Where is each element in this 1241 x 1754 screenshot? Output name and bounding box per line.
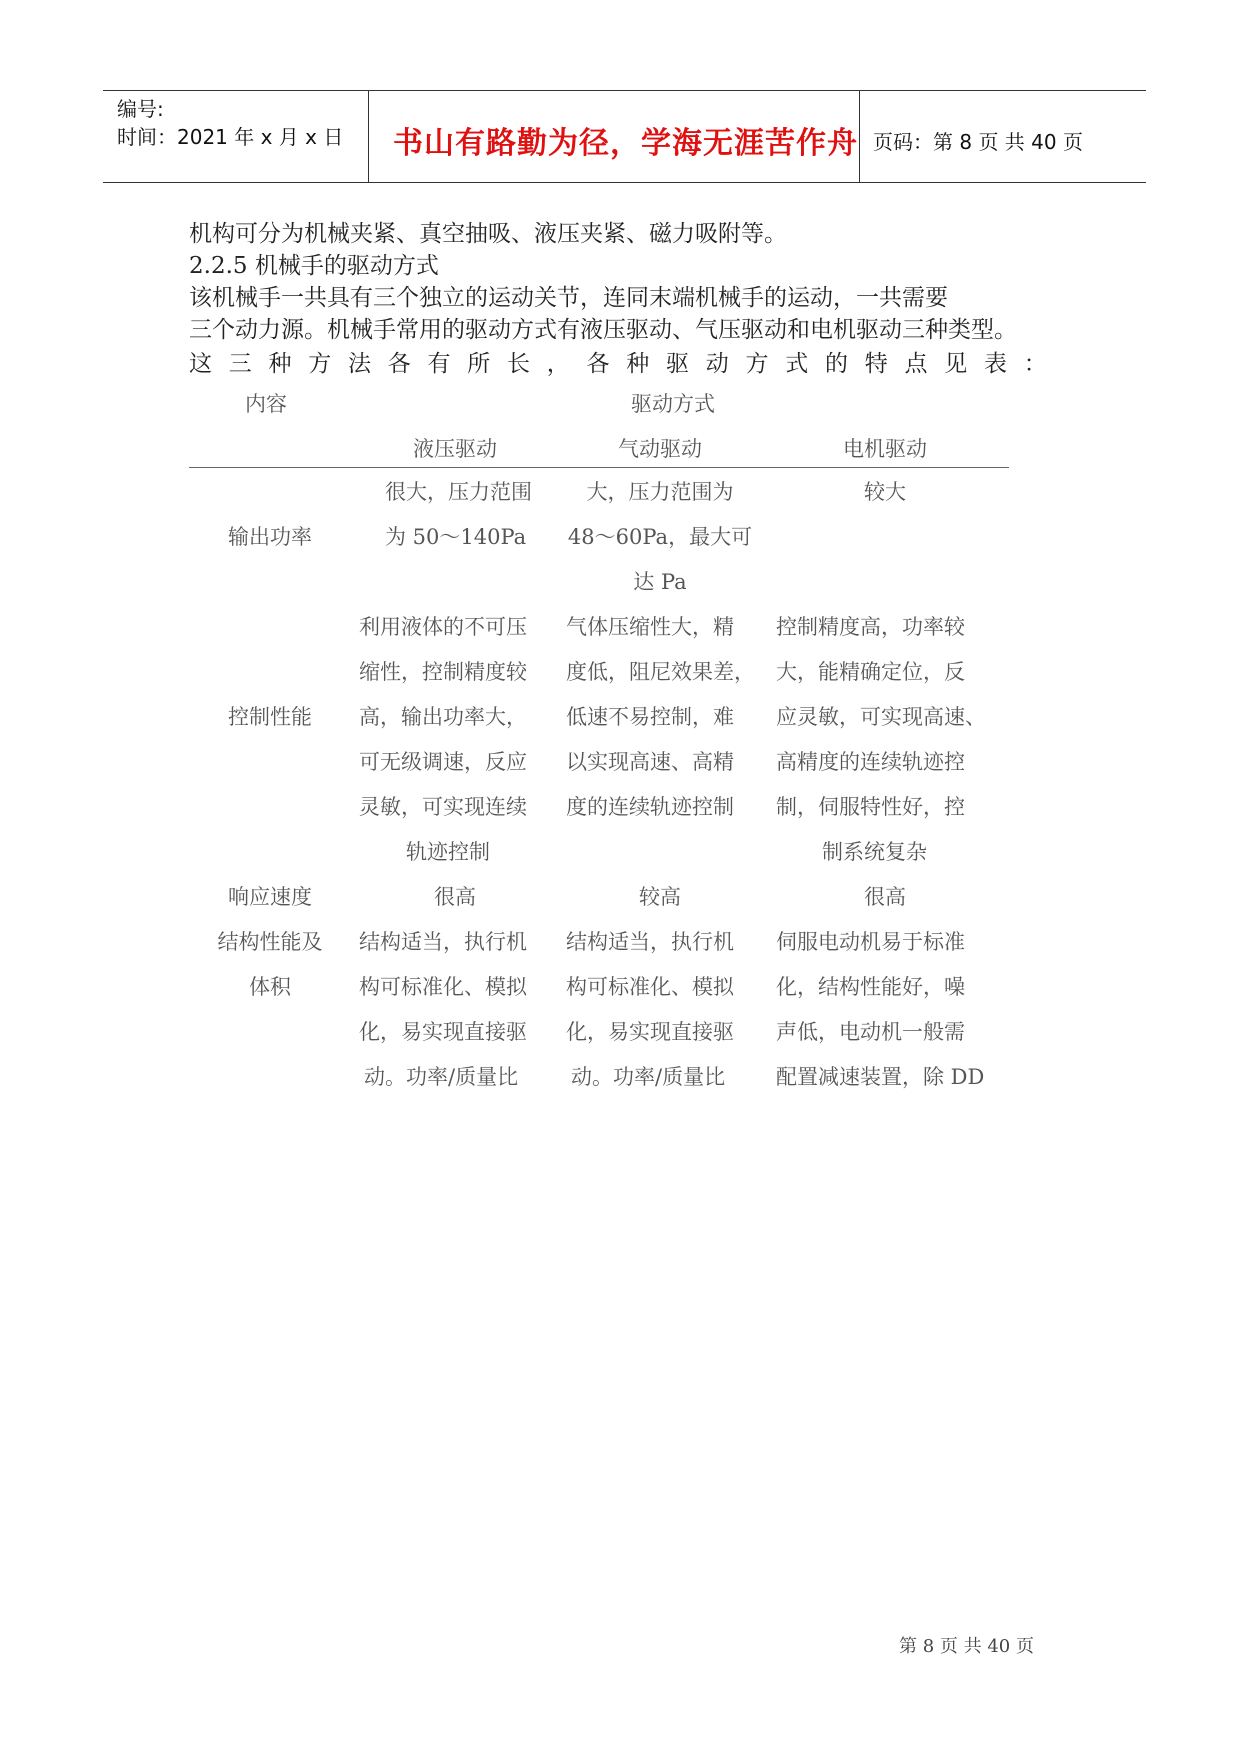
row-label-structure: 结构性能及 体积 [217, 930, 323, 999]
cell-response-hydraulic: 很高 [434, 885, 476, 909]
cell-control-electric: 控制精度高，功率较 大，能精确定位，反 应灵敏，可实现高速、 高精度的连续轨迹控 制，伺服特性好，控 制系统复杂 [776, 615, 986, 864]
cell-output-power-hydraulic: 很大，压力范围 为 50～140Pa [385, 480, 532, 549]
cell-output-power-electric: 较大 [864, 480, 906, 504]
row-label-control-performance: 控制性能 [228, 705, 312, 729]
body-line-5: 这 三 种 方 法 各 有 所 长 ， 各 种 驱 动 方 式 的 特 点 见 表 ： [189, 351, 1047, 377]
cell-control-pneumatic: 气体压缩性大，精 度低，阻尼效果差， 低速不易控制，难 以实现高速、高精 度的连续轨迹控制 [566, 615, 755, 819]
column-header-hydraulic: 液压驱动 [413, 437, 497, 461]
section-title: 2.2.5 机械手的驱动方式 [189, 253, 439, 279]
body-line-1: 机构可分为机械夹紧、真空抽吸、液压夹紧、磁力吸附等。 [189, 221, 787, 247]
time-label: 时间：2021 年 x 月 x 日 [117, 125, 344, 149]
row-label-output-power: 输出功率 [228, 525, 312, 549]
cell-response-electric: 很高 [864, 885, 906, 909]
cell-response-pneumatic: 较高 [639, 885, 681, 909]
page-number-label: 页码：第 8 页 共 40 页 [873, 130, 1083, 154]
table-header-content: 内容 [245, 392, 287, 416]
cell-structure-pneumatic: 结构适当，执行机 构可标准化、模拟 化，易实现直接驱 动。功率/质量比 [566, 930, 734, 1089]
motto-text: 书山有路勤为径，学海无涯苦作舟 [393, 126, 858, 161]
table-header-group: 驱动方式 [631, 392, 715, 416]
header-divider-right [859, 90, 860, 183]
row-label-response-speed: 响应速度 [228, 885, 312, 909]
column-header-electric: 电机驱动 [843, 437, 927, 461]
cell-control-hydraulic: 利用液体的不可压 缩性，控制精度较 高，输出功率大， 可无级调速，反应 灵敏，可实现连续 轨迹控制 [359, 615, 527, 864]
header-bottom-rule [103, 182, 1146, 183]
cell-output-power-pneumatic: 大，压力范围为 48～60Pa，最大可 达 Pa [567, 480, 753, 594]
body-line-3: 该机械手一共具有三个独立的运动关节，连同末端机械手的运动，一共需要 [189, 285, 948, 311]
table-header-rule [189, 467, 1009, 468]
column-header-pneumatic: 气动驱动 [618, 437, 702, 461]
header-top-rule [103, 90, 1146, 91]
cell-structure-hydraulic: 结构适当，执行机 构可标准化、模拟 化，易实现直接驱 动。功率/质量比 [359, 930, 527, 1089]
footer-page-number: 第 8 页 共 40 页 [899, 1636, 1034, 1657]
header-divider-left [368, 90, 369, 183]
body-line-4: 三个动力源。机械手常用的驱动方式有液压驱动、气压驱动和电机驱动三种类型。 [189, 317, 1017, 343]
cell-structure-electric: 伺服电动机易于标准 化，结构性能好，噪 声低，电动机一般需 配置减速装置，除 DD [776, 930, 985, 1089]
serial-number-label: 编号: [117, 97, 164, 121]
